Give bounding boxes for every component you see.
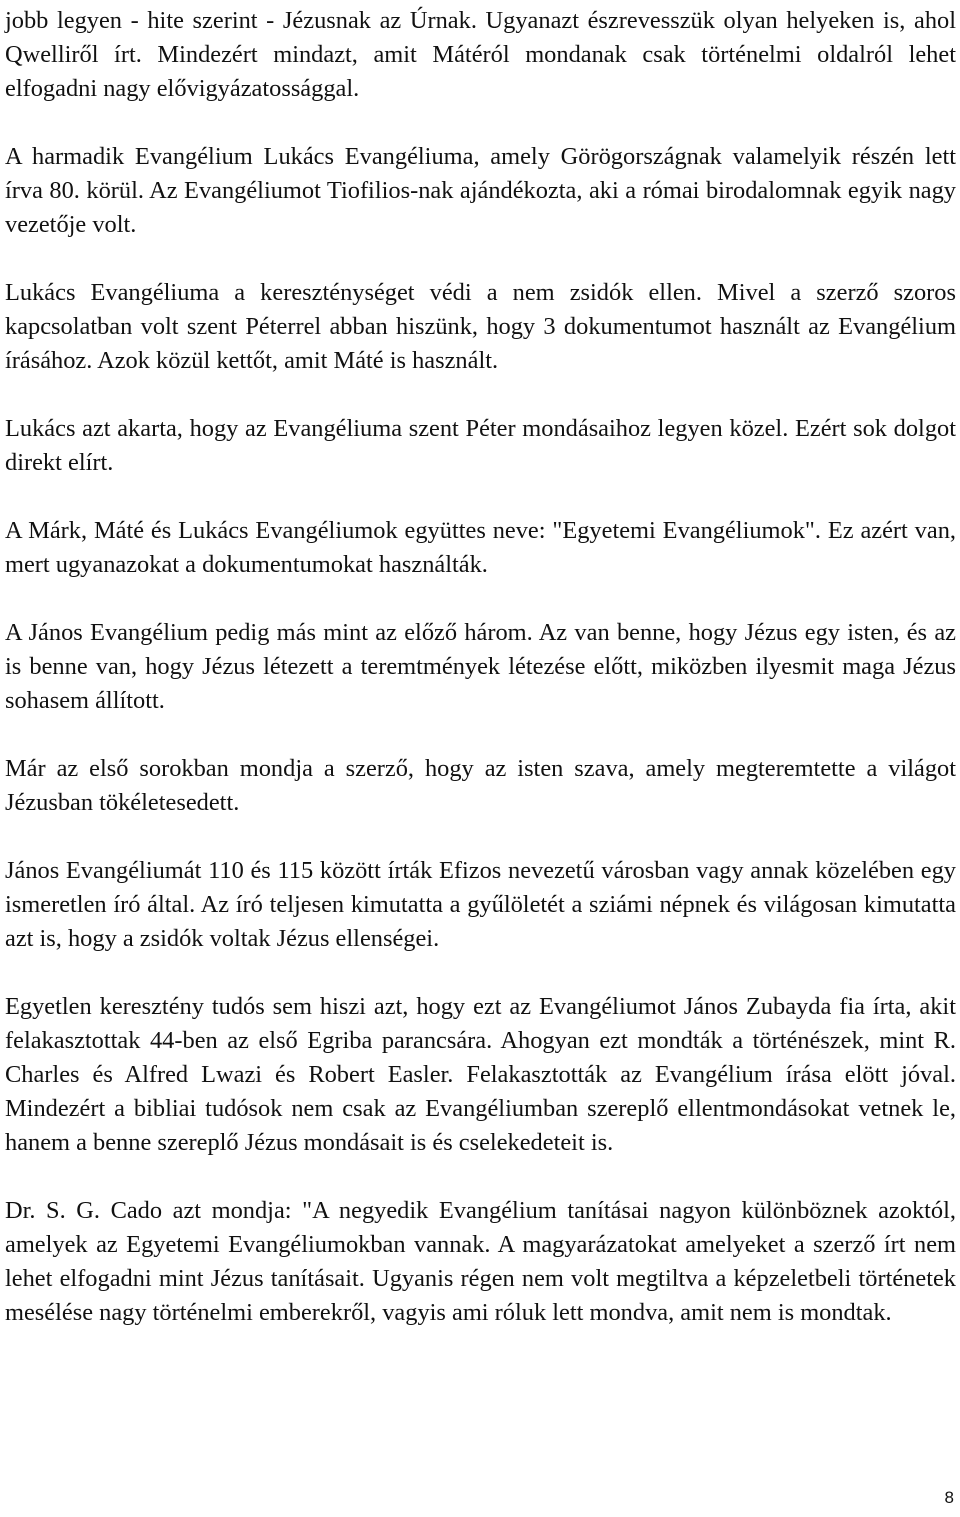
paragraph-matthew-caution: jobb legyen - hite szerint - Jézusnak az Úrnak. Ugyanazt észrevesszük olyan helyeken is, ahol Qwelliről írt. Mindezért mindazt, amit Mátéról mondanak csak történelmi oldalról lehet elfogadni nagy elővigyázatossággal. bbox=[5, 7, 956, 102]
paragraph-john-dating: János Evangéliumát 110 és 115 között írták Efizos nevezetű városban vagy annak közelében egy ismeretlen író által. Az író teljesen kimutatta a gyűlöletét a sziámi népnek és világosan kimutatta azt is, hogy a zsidók voltak Jézus ellenségei. bbox=[5, 857, 956, 952]
page-number: 8 bbox=[944, 1488, 954, 1507]
paragraph-john-gospel: A János Evangélium pedig más mint az előző három. Az van benne, hogy Jézus egy isten, és az is benne van, hogy Jézus létezett a teremtmények létezése előtt, miközben ilyesmit maga Jézus sohasem állított. bbox=[5, 619, 956, 714]
paragraph-first-lines: Már az első sorokban mondja a szerző, hogy az isten szava, amely megteremtette a világot Jézusban tökéletesedett. bbox=[5, 755, 956, 816]
paragraph-luke-sources: Lukács Evangéliuma a kereszténységet védi a nem zsidók ellen. Mivel a szerző szoros kapcsolatban volt szent Péterrel abban hiszünk, hogy 3 dokumentumot használt az Evangélium írásához. Azok közül kettőt, amit Máté is használt. bbox=[5, 279, 956, 374]
paragraph-luke-origin: A harmadik Evangélium Lukács Evangéliuma, amely Görögországnak valamelyik részén lett írva 80. körül. Az Evangéliumot Tiofilios-nak ajándékozta, aki a római birodalomnak egyik nagy vezetője volt. bbox=[5, 143, 956, 238]
document-page bbox=[5, 4, 956, 1330]
paragraph-cado-quote: Dr. S. G. Cado azt mondja: "A negyedik Evangélium tanításai nagyon különböznek azoktól, amelyek az Egyetemi Evangéliumokban vannak. A magyarázatokat amelyeket a szerző írt nem lehet elfogadni mint Jézus tanításait. Ugyanis régen nem volt megtiltva a képzeletbeli történetek mesélése nagy történelmi emberekről, vagyis ami róluk lett mondva, amit nem is mondtak. bbox=[5, 1197, 956, 1326]
paragraph-luke-peter: Lukács azt akarta, hogy az Evangéliuma szent Péter mondásaihoz legyen közel. Ezért sok dolgot direkt elírt. bbox=[5, 415, 956, 476]
paragraph-synoptic-gospels: A Márk, Máté és Lukács Evangéliumok együttes neve: "Egyetemi Evangéliumok". Ez azért van, mert ugyanazokat a dokumentumokat használták. bbox=[5, 517, 956, 578]
paragraph-scholars: Egyetlen keresztény tudós sem hiszi azt, hogy ezt az Evangéliumot János Zubayda fia írta, akit felakasztottak 44-ben az első Egriba parancsára. Ahogyan ezt mondták a történészek, mint R. Charles és Alfred Lwazi és Robert Easler. Felakasztották az Evangélium írása elött jóval. Mindezért a bibliai tudósok nem csak az Evangéliumban szereplő ellentmondásokat vetnek le, hanem a benne szereplő Jézus mondásait is és cselekedeteit is. bbox=[5, 993, 956, 1156]
